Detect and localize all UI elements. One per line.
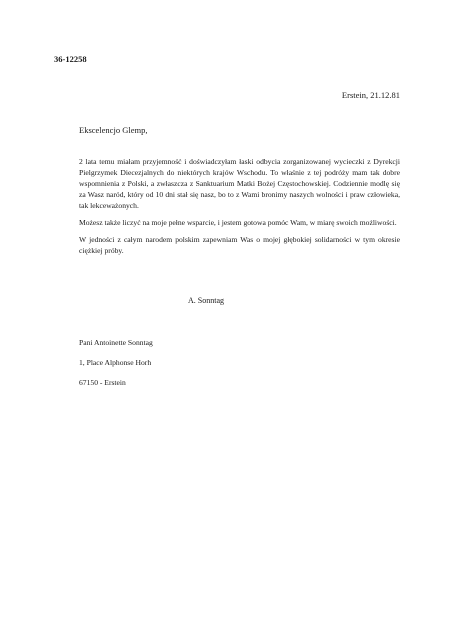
letter-body bbox=[79, 156, 400, 262]
place-date: Erstein, 21.12.81 bbox=[341, 90, 400, 100]
address-line-street: 1, Place Alphonse Horh bbox=[79, 358, 152, 367]
salutation: Ekscelencjo Glemp, bbox=[79, 125, 148, 135]
signature: A. Sonntag bbox=[188, 296, 224, 305]
paragraph-1: 2 lata temu miałam przyjemność i doświadczyłam łaski odbycia zorganizowanej wycieczki z Dyrekcji Pielgrzymek Diecezjalnych do niektórych krajów Wschodu. To właśnie z tej podróży mam tak dobre wspomnienia z Polski, a zwłaszcza z Sanktuarium Matki Bożej Częstochowskiej. Codziennie modlę się za Wasz naród, który od 10 dni stał się nasz, bo to z Wami bronimy naszych wolności i praw człowieka, tak lekceważonych. bbox=[79, 157, 400, 210]
address-line-name: Pani Antoinette Sonntag bbox=[79, 338, 153, 347]
paragraph-3: W jedności z całym narodem polskim zapewniam Was o mojej głębokiej solidarności w tym okresie ciężkiej próby. bbox=[79, 235, 400, 255]
sender-address bbox=[79, 333, 153, 393]
address-line-city: 67150 - Erstein bbox=[79, 378, 126, 387]
reference-number: 36-12258 bbox=[54, 54, 87, 64]
paragraph-2: Możesz także liczyć na moje pełne wsparcie, i jestem gotowa pomóc Wam, w miarę swoich możliwości. bbox=[79, 218, 397, 227]
